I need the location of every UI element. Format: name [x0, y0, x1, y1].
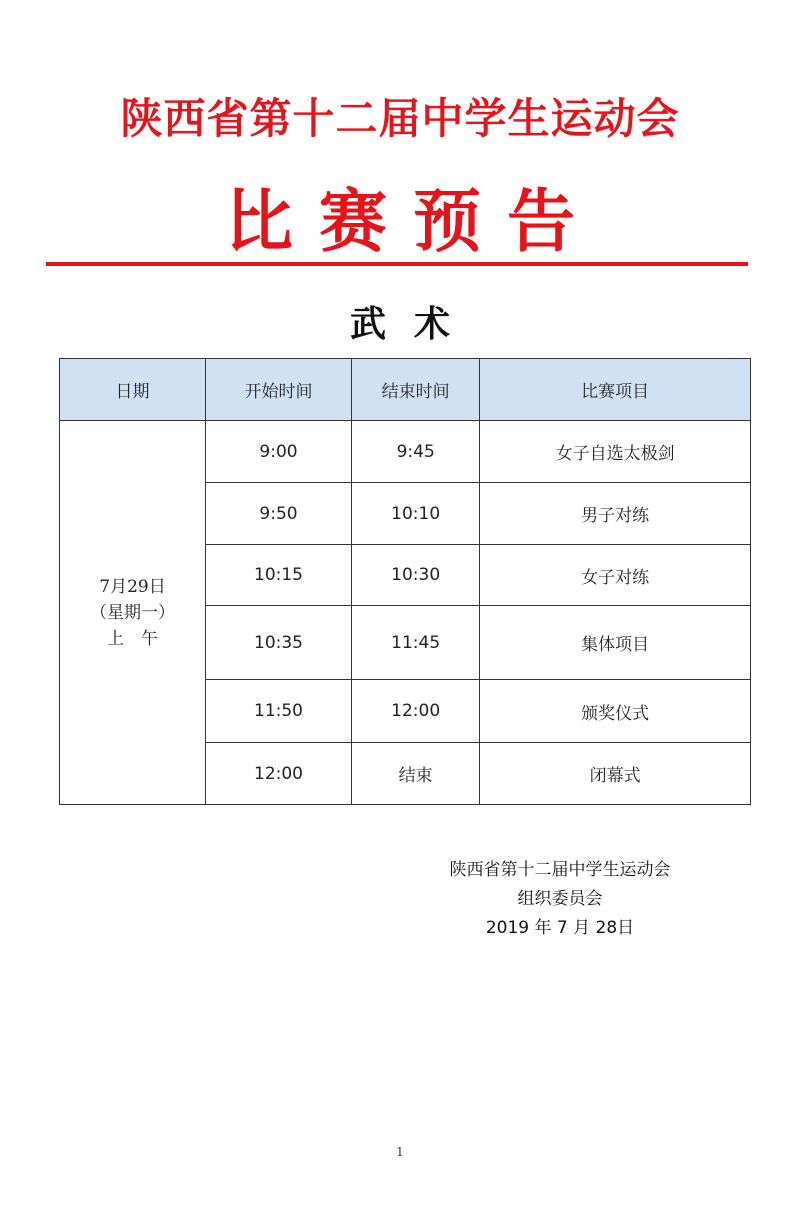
event-name: 颁奖仪式 [480, 680, 751, 743]
table-row [60, 421, 751, 483]
end-time: 12:00 [352, 680, 480, 743]
start-time: 11:50 [205, 680, 351, 743]
start-time: 12:00 [205, 743, 351, 805]
footer-committee: 组织委员会 [517, 889, 603, 909]
start-time: 10:35 [205, 606, 351, 680]
header-event: 比赛项目 [480, 359, 751, 421]
event-name: 闭幕式 [480, 743, 751, 805]
date-day: 7月29日 [99, 576, 166, 597]
page-number: 1 [396, 1145, 404, 1159]
date-cell [60, 421, 206, 805]
date-weekday: （星期一） [89, 602, 175, 623]
table-header-row [60, 359, 751, 421]
end-time: 结束 [352, 743, 480, 805]
event-name: 女子对练 [480, 545, 751, 606]
document-subtitle: 比赛预告 [224, 182, 601, 262]
title-divider [46, 262, 748, 266]
start-time: 9:50 [205, 483, 351, 545]
sport-title: 武术 [349, 303, 478, 345]
document-title: 陕西省第十二届中学生运动会 [120, 94, 680, 143]
header-start-time: 开始时间 [205, 359, 351, 421]
footer-date: 2019 年 7 月 28日 [485, 918, 635, 938]
event-name: 男子对练 [480, 483, 751, 545]
event-name: 女子自选太极剑 [480, 421, 751, 483]
header-end-time: 结束时间 [352, 359, 480, 421]
start-time: 9:00 [205, 421, 351, 483]
date-period: 上 午 [106, 628, 158, 649]
event-name: 集体项目 [480, 606, 751, 680]
header-date: 日期 [60, 359, 206, 421]
end-time: 10:10 [352, 483, 480, 545]
signature-block [380, 856, 740, 943]
footer-organization: 陕西省第十二届中学生运动会 [449, 860, 671, 880]
start-time: 10:15 [205, 545, 351, 606]
end-time: 9:45 [352, 421, 480, 483]
schedule-table [59, 358, 751, 805]
end-time: 10:30 [352, 545, 480, 606]
end-time: 11:45 [352, 606, 480, 680]
